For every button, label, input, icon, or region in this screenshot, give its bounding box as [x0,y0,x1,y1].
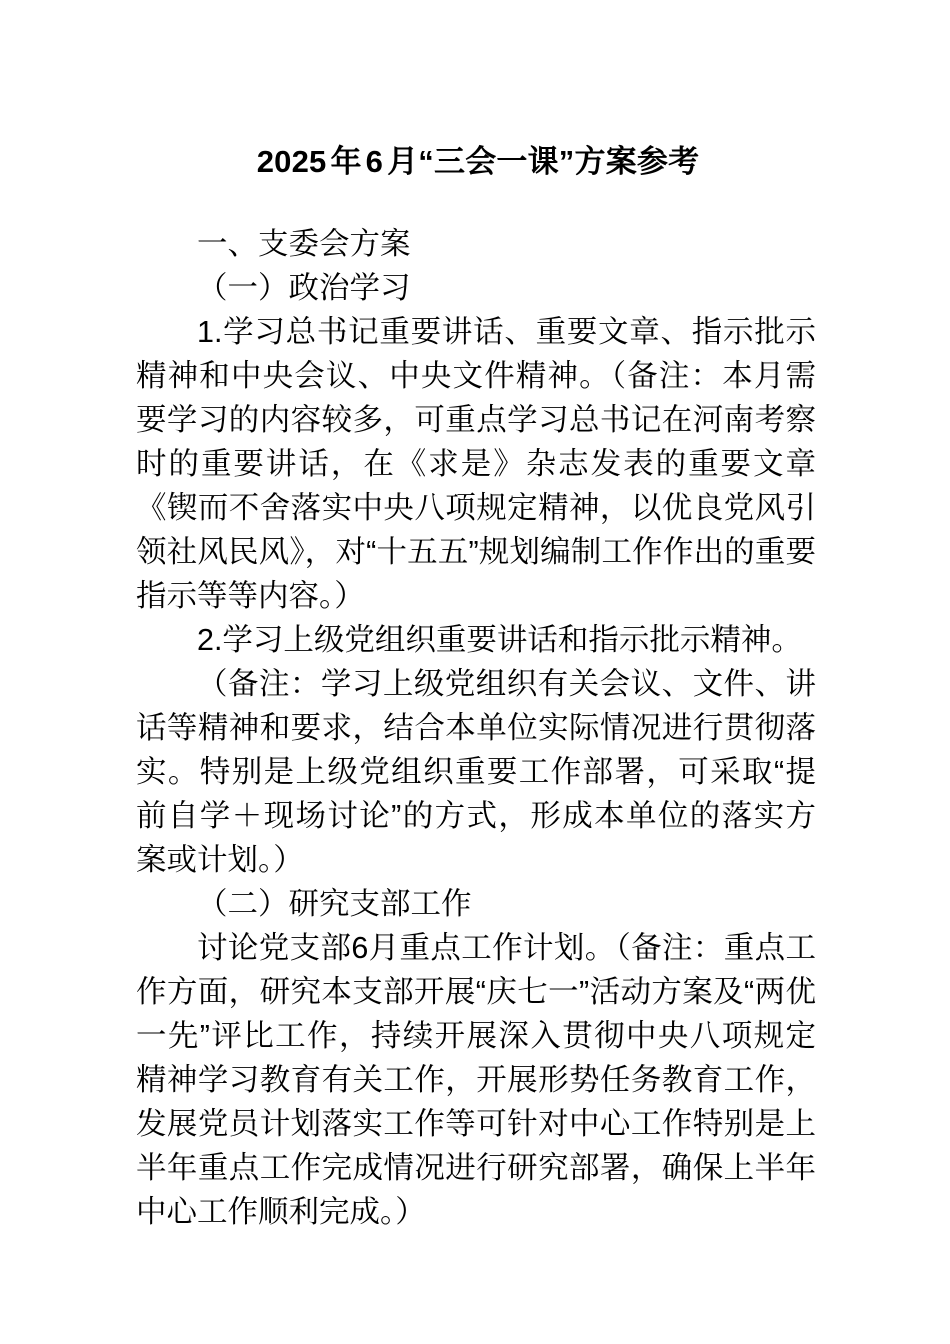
paragraph-item-2-note: （备注：学习上级党组织有关会议、文件、讲话等精神和要求，结合本单位实际情况进行贯彻落实。特别是上级党组织重要工作部署，可采取“提前自学＋现场讨论”的方式，形成本单位的落实方案或计划。） [136,667,816,877]
title-month-suffix: 月“三会一课”方案参考 [387,144,700,179]
section-heading-zhiweihui: 一、支委会方案 [197,227,411,261]
paragraph-item-3: 讨论党支部6月重点工作计划。（备注：重点工作方面，研究本支部开展“庆七一”活动方案及“两优一先”评比工作，持续开展深入贯彻中央八项规定精神学习教育有关工作，开展形势任务教育工作，发展党员计划落实工作等可针对中心工作特别是上半年重点工作完成情况进行研究部署，确保上半年中心工作顺利完成。） [136,931,816,1229]
paragraph-item-1: 1.学习总书记重要讲话、重要文章、指示批示精神和中央会议、中央文件精神。（备注：本月需要学习的内容较多，可重点学习总书记在河南考察时的重要讲话，在《求是》杂志发表的重要文章《锲而不舍落实中央八项规定精神，以优良党风引领社风民风》，对“十五五”规划编制工作作出的重要指示等等内容。） [136,315,816,613]
title-year-suffix: 年 [330,144,362,179]
title-year: 2025 [256,144,327,179]
page-title [136,0,816,184]
paragraph-item-2: 2.学习上级党组织重要讲话和指示批示精神。 [197,623,802,657]
title-month: 6 [365,144,384,179]
subsection-heading-yanjiu-zhibu-gongzuo: （二）研究支部工作 [197,887,472,921]
subsection-heading-zhengzhi-xuexi: （一）政治学习 [197,271,411,305]
document-body [136,0,816,1234]
